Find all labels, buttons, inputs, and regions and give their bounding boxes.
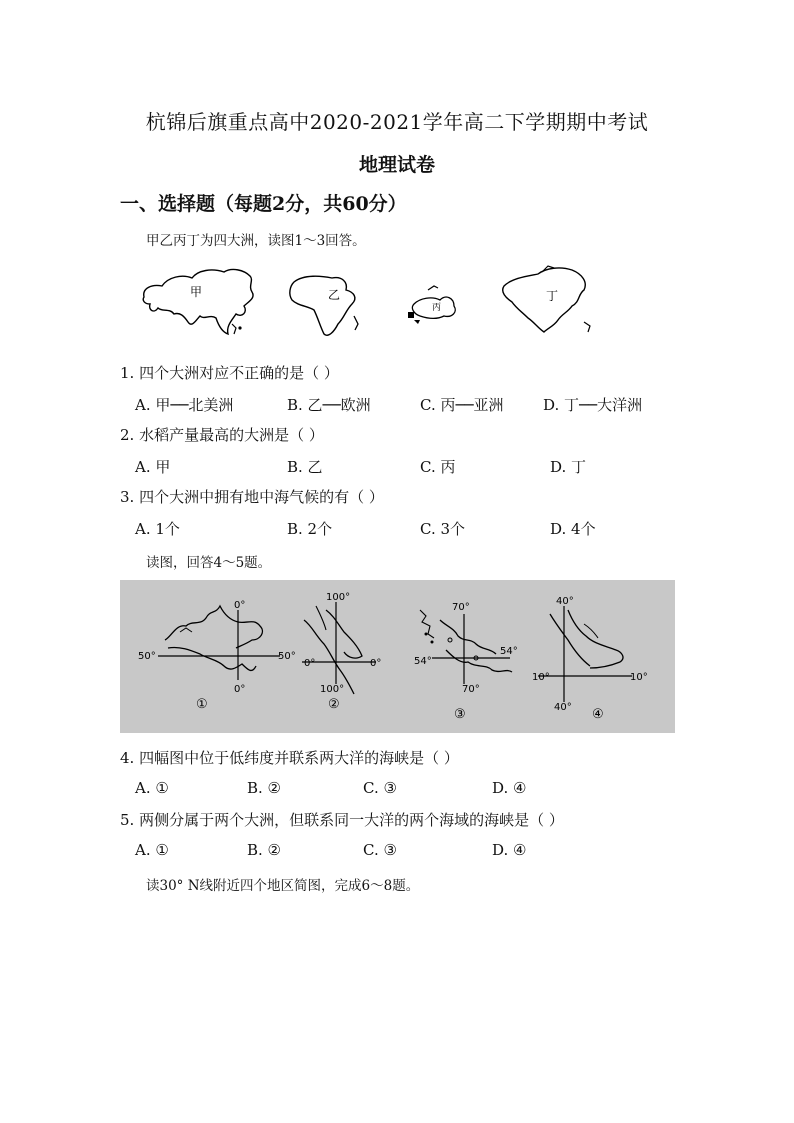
continent-label-yi: 乙 (328, 288, 341, 302)
question-5-option-a[interactable]: A. ① (135, 841, 169, 859)
exam-subtitle: 地理试卷 (358, 154, 435, 176)
question-1-option-d[interactable]: D. 丁──大洋洲 (543, 396, 643, 414)
question-2-option-a[interactable]: A. 甲 (135, 458, 171, 476)
question-5-stem: 5. 两侧分属于两个大洲，但联系同一大洋的两个海域的海峡是（ ） (120, 811, 564, 829)
strait-map-3-label-bottom: 70° (462, 684, 480, 695)
continent-maps-figure (132, 262, 602, 342)
question-1-option-a[interactable]: A. 甲──北美洲 (135, 396, 234, 414)
continent-map-bing (408, 286, 455, 324)
strait-map-3-label-top: 70° (452, 602, 470, 613)
continent-label-ding: 丁 (546, 289, 559, 303)
question-1-stem: 1. 四个大洲对应不正确的是（ ） (120, 364, 339, 382)
strait-map-3 (414, 602, 518, 722)
question-5-option-d[interactable]: D. ④ (492, 841, 527, 859)
question-2-option-b[interactable]: B. 乙 (287, 458, 323, 476)
question-1-option-c[interactable]: C. 丙──亚洲 (420, 396, 504, 414)
continent-map-ding (503, 266, 590, 332)
question-2-option-c[interactable]: C. 丙 (420, 458, 456, 476)
question-5-option-c[interactable]: C. ③ (363, 841, 397, 859)
strait-maps-panel (120, 580, 675, 733)
strait-map-3-number: ③ (454, 707, 466, 722)
group1-intro: 甲乙丙丁为四大洲，读图1～3回答。 (146, 233, 366, 249)
question-3-option-d[interactable]: D. 4个 (550, 520, 596, 538)
question-2-stem: 2. 水稻产量最高的大洲是（ ） (120, 426, 324, 444)
question-2-option-d[interactable]: D. 丁 (550, 458, 587, 476)
group2-intro: 读图，回答4～5题。 (146, 555, 272, 571)
strait-map-1-number: ① (196, 697, 208, 712)
continent-label-bing: 丙 (432, 303, 442, 313)
question-5-option-b[interactable]: B. ② (247, 841, 282, 859)
question-3-stem: 3. 四个大洲中拥有地中海气候的有（ ） (120, 488, 384, 506)
strait-map-1-label-right: 50° (278, 651, 296, 662)
question-4-option-c[interactable]: C. ③ (363, 779, 397, 797)
strait-map-1-label-left: 50° (138, 651, 156, 662)
strait-map-4-number: ④ (592, 707, 604, 722)
strait-map-4-label-left: 10° (532, 672, 550, 683)
strait-map-2-number: ② (328, 697, 340, 712)
strait-map-2-label-top: 100° (326, 592, 351, 603)
strait-map-1-label-bottom: 0° (234, 684, 246, 695)
continent-maps (132, 262, 602, 342)
strait-map-4 (532, 596, 648, 722)
continent-label-jia: 甲 (190, 285, 203, 299)
strait-map-3-label-left: 54° (414, 656, 432, 667)
question-4-option-a[interactable]: A. ① (135, 779, 169, 797)
strait-map-2-label-left: 0° (304, 658, 316, 669)
continent-map-jia (143, 269, 253, 334)
question-1-option-b[interactable]: B. 乙──欧洲 (287, 396, 371, 414)
section-heading: 一、选择题（每题2分，共60分） (120, 193, 407, 215)
strait-map-2 (302, 592, 381, 712)
strait-map-4-label-bottom: 40° (554, 702, 572, 713)
strait-map-1-label-top: 0° (234, 600, 246, 611)
strait-map-2-label-right: 0° (370, 658, 382, 669)
strait-map-4-label-right: 10° (630, 672, 648, 683)
strait-map-3-label-right: 54° (500, 646, 518, 657)
group3-intro: 读30° N线附近四个地区简图，完成6～8题。 (146, 878, 420, 894)
question-3-option-c[interactable]: C. 3个 (420, 520, 466, 538)
exam-title: 杭锦后旗重点高中2020-2021学年高二下学期期中考试 (145, 110, 649, 134)
strait-map-2-label-bottom: 100° (320, 684, 345, 695)
question-3-option-a[interactable]: A. 1个 (135, 520, 180, 538)
continent-map-yi (290, 276, 358, 335)
question-4-option-d[interactable]: D. ④ (492, 779, 527, 797)
strait-map-4-label-top: 40° (556, 596, 574, 607)
strait-maps-figure (120, 580, 675, 733)
question-4-stem: 4. 四幅图中位于低纬度并联系两大洋的海峡是（ ） (120, 749, 459, 767)
strait-map-1 (138, 600, 296, 712)
question-4-option-b[interactable]: B. ② (247, 779, 282, 797)
question-3-option-b[interactable]: B. 2个 (287, 520, 333, 538)
